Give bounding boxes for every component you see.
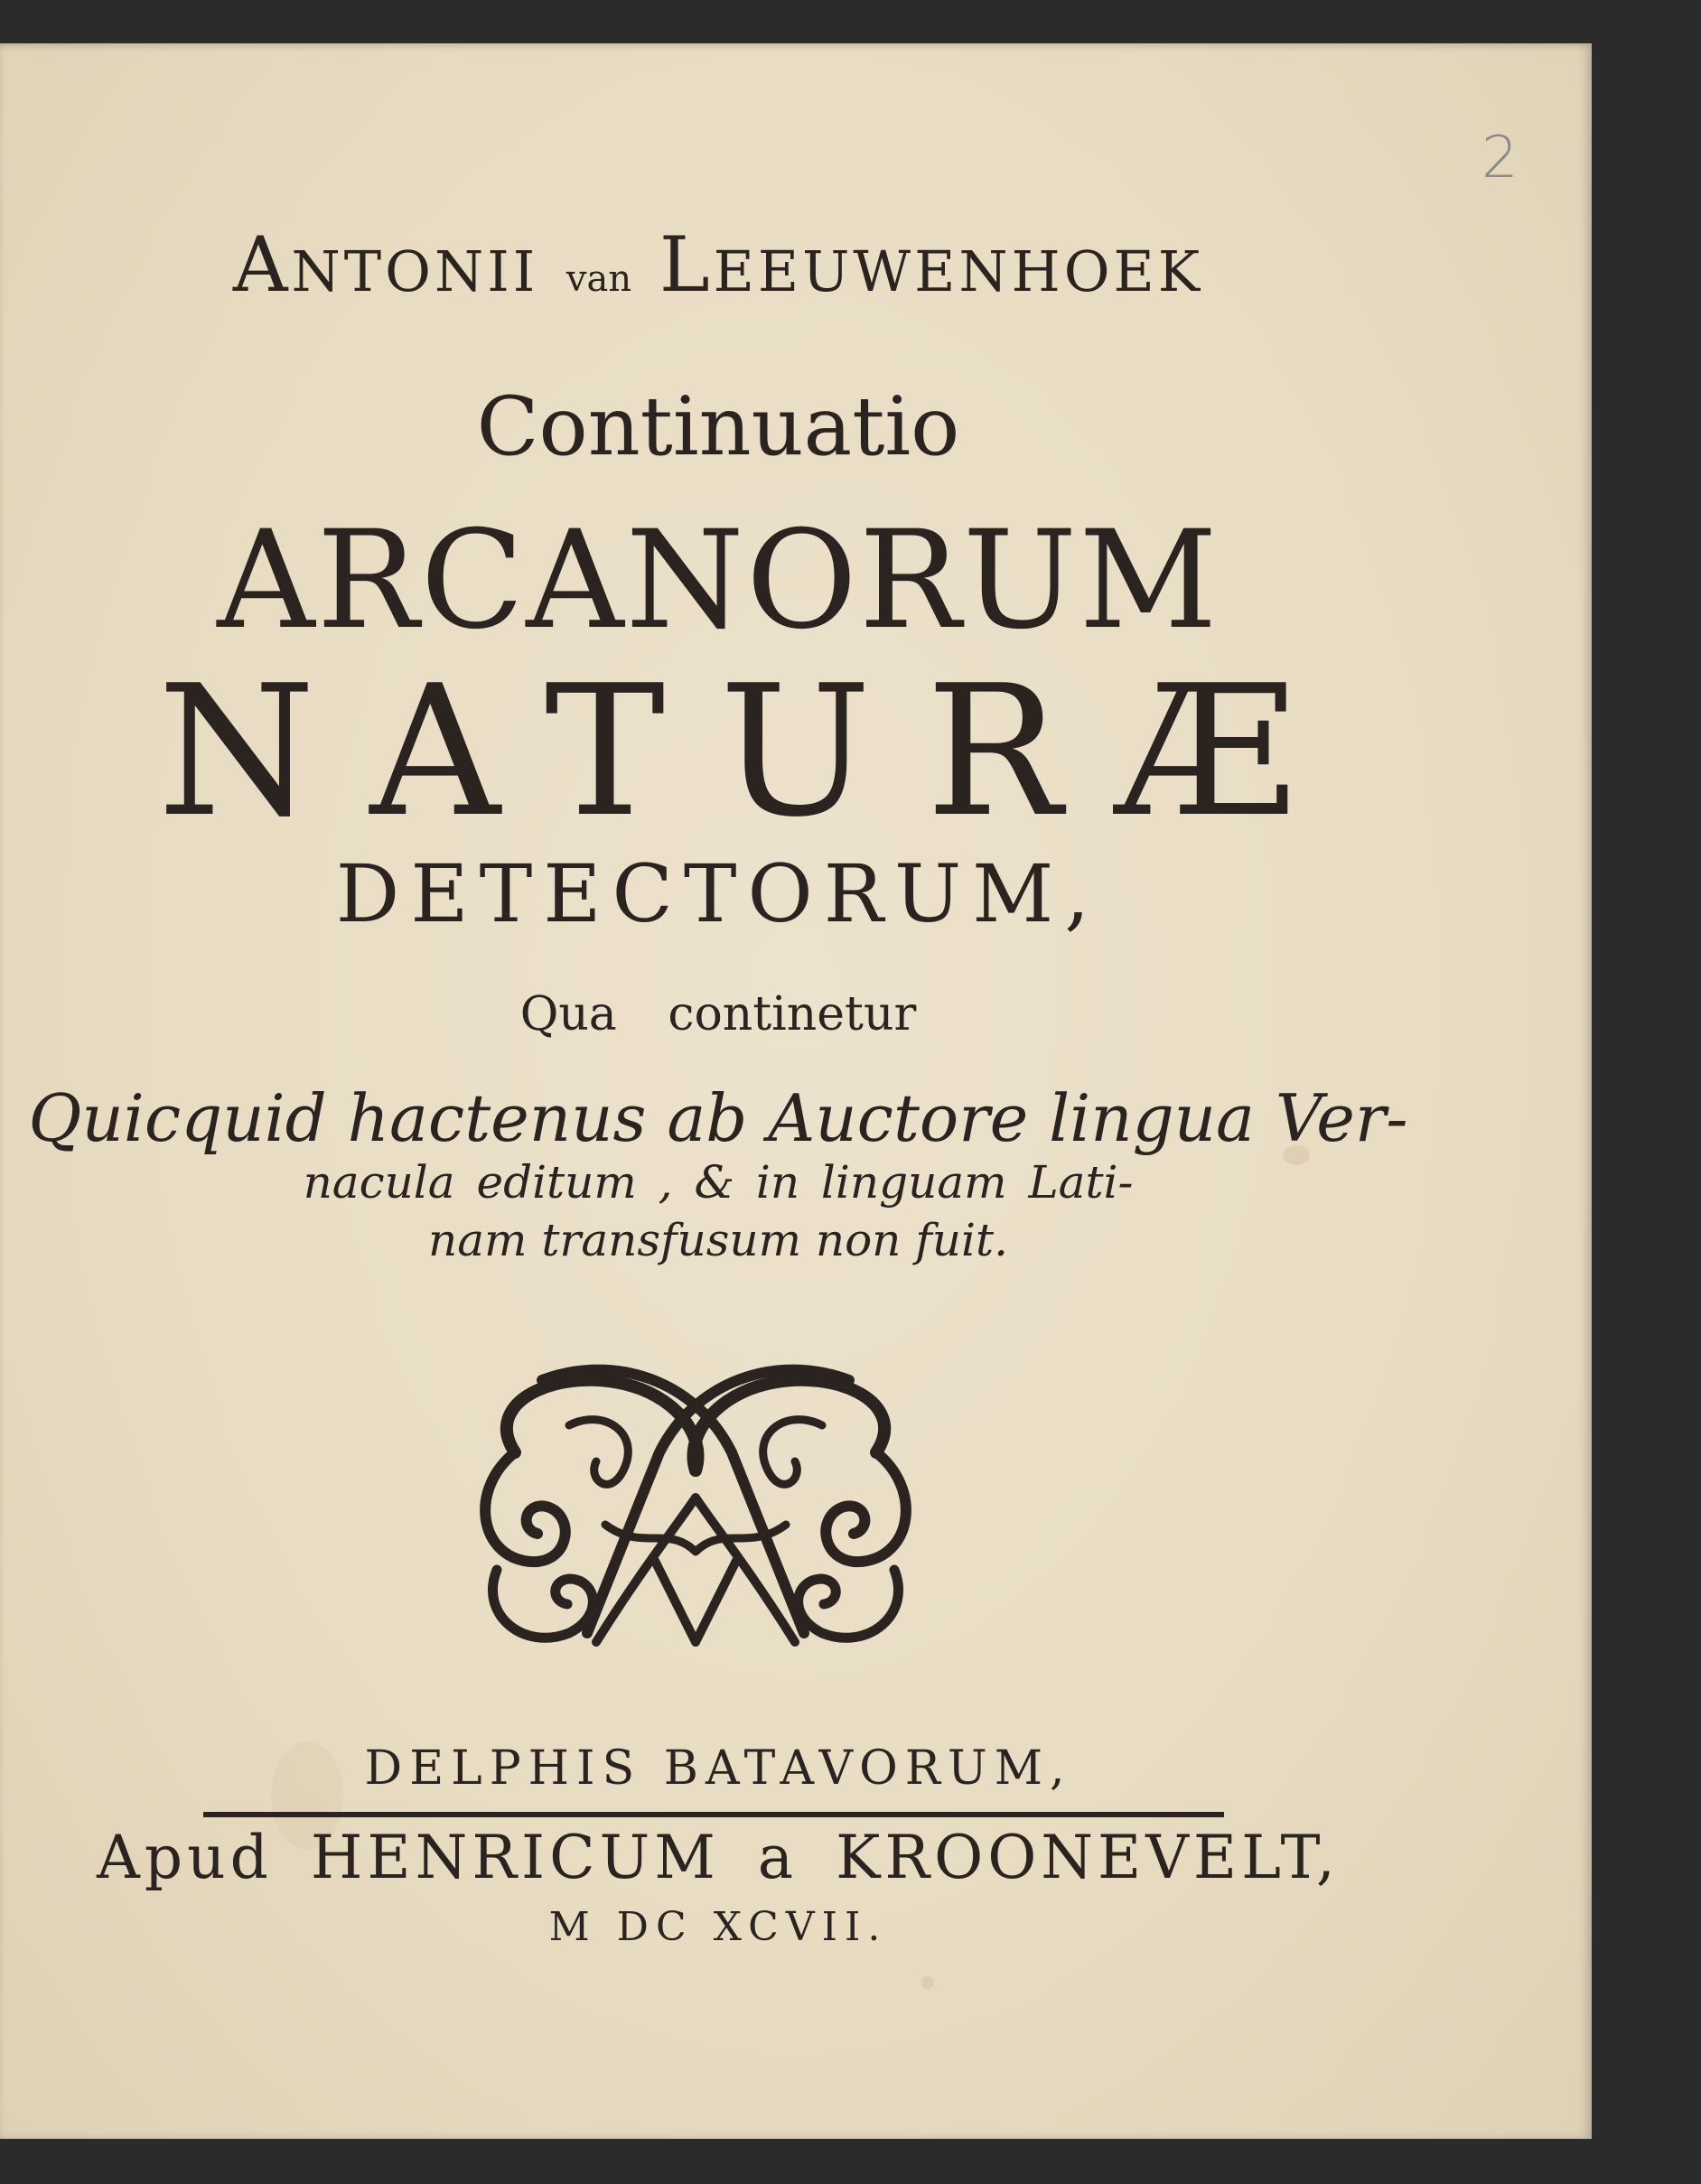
- title-detectorum: DETECTORUM,: [335, 847, 1101, 940]
- qua-word: Qua: [519, 987, 617, 1041]
- description-line-1: Quicquid hactenus ab Auctore lingua Ver-: [28, 1080, 1408, 1156]
- title-naturae: NATURÆ: [157, 647, 1351, 857]
- imprint-city: DELPHIS BATAVORUM,: [364, 1741, 1072, 1796]
- imprint-year: M DC XCVII.: [548, 1904, 888, 1950]
- description-line-2: nacula editum , & in linguam Lati-: [303, 1156, 1134, 1209]
- imprint-publisher-line: [0, 1823, 1436, 1892]
- imprint-rule: [203, 1812, 1224, 1817]
- interlaced-monogram-ornament-icon: [461, 1344, 930, 1660]
- author-line: [0, 220, 1436, 309]
- title-page: [0, 43, 1592, 2139]
- author-first-initial: A: [232, 220, 292, 309]
- continetur-word: continetur: [668, 987, 917, 1041]
- qua-continetur-line: [0, 987, 1436, 1041]
- author-particle: van: [565, 258, 632, 300]
- page-number-pencil: 2: [1481, 125, 1519, 191]
- description-line-3: nam transfusum non fuit.: [428, 1214, 1008, 1266]
- title-arcanorum: ARCANORUM: [217, 502, 1220, 659]
- author-first-rest: NTONII: [291, 238, 539, 304]
- imprint-publisher-name: HENRICUM a KROONEVELT,: [310, 1823, 1340, 1892]
- title-continuatio: Continuatio: [476, 379, 960, 474]
- imprint-apud: Apud: [97, 1823, 273, 1892]
- author-last-rest: EEUWENHOEK: [713, 238, 1204, 304]
- author-last-initial: L: [659, 220, 714, 309]
